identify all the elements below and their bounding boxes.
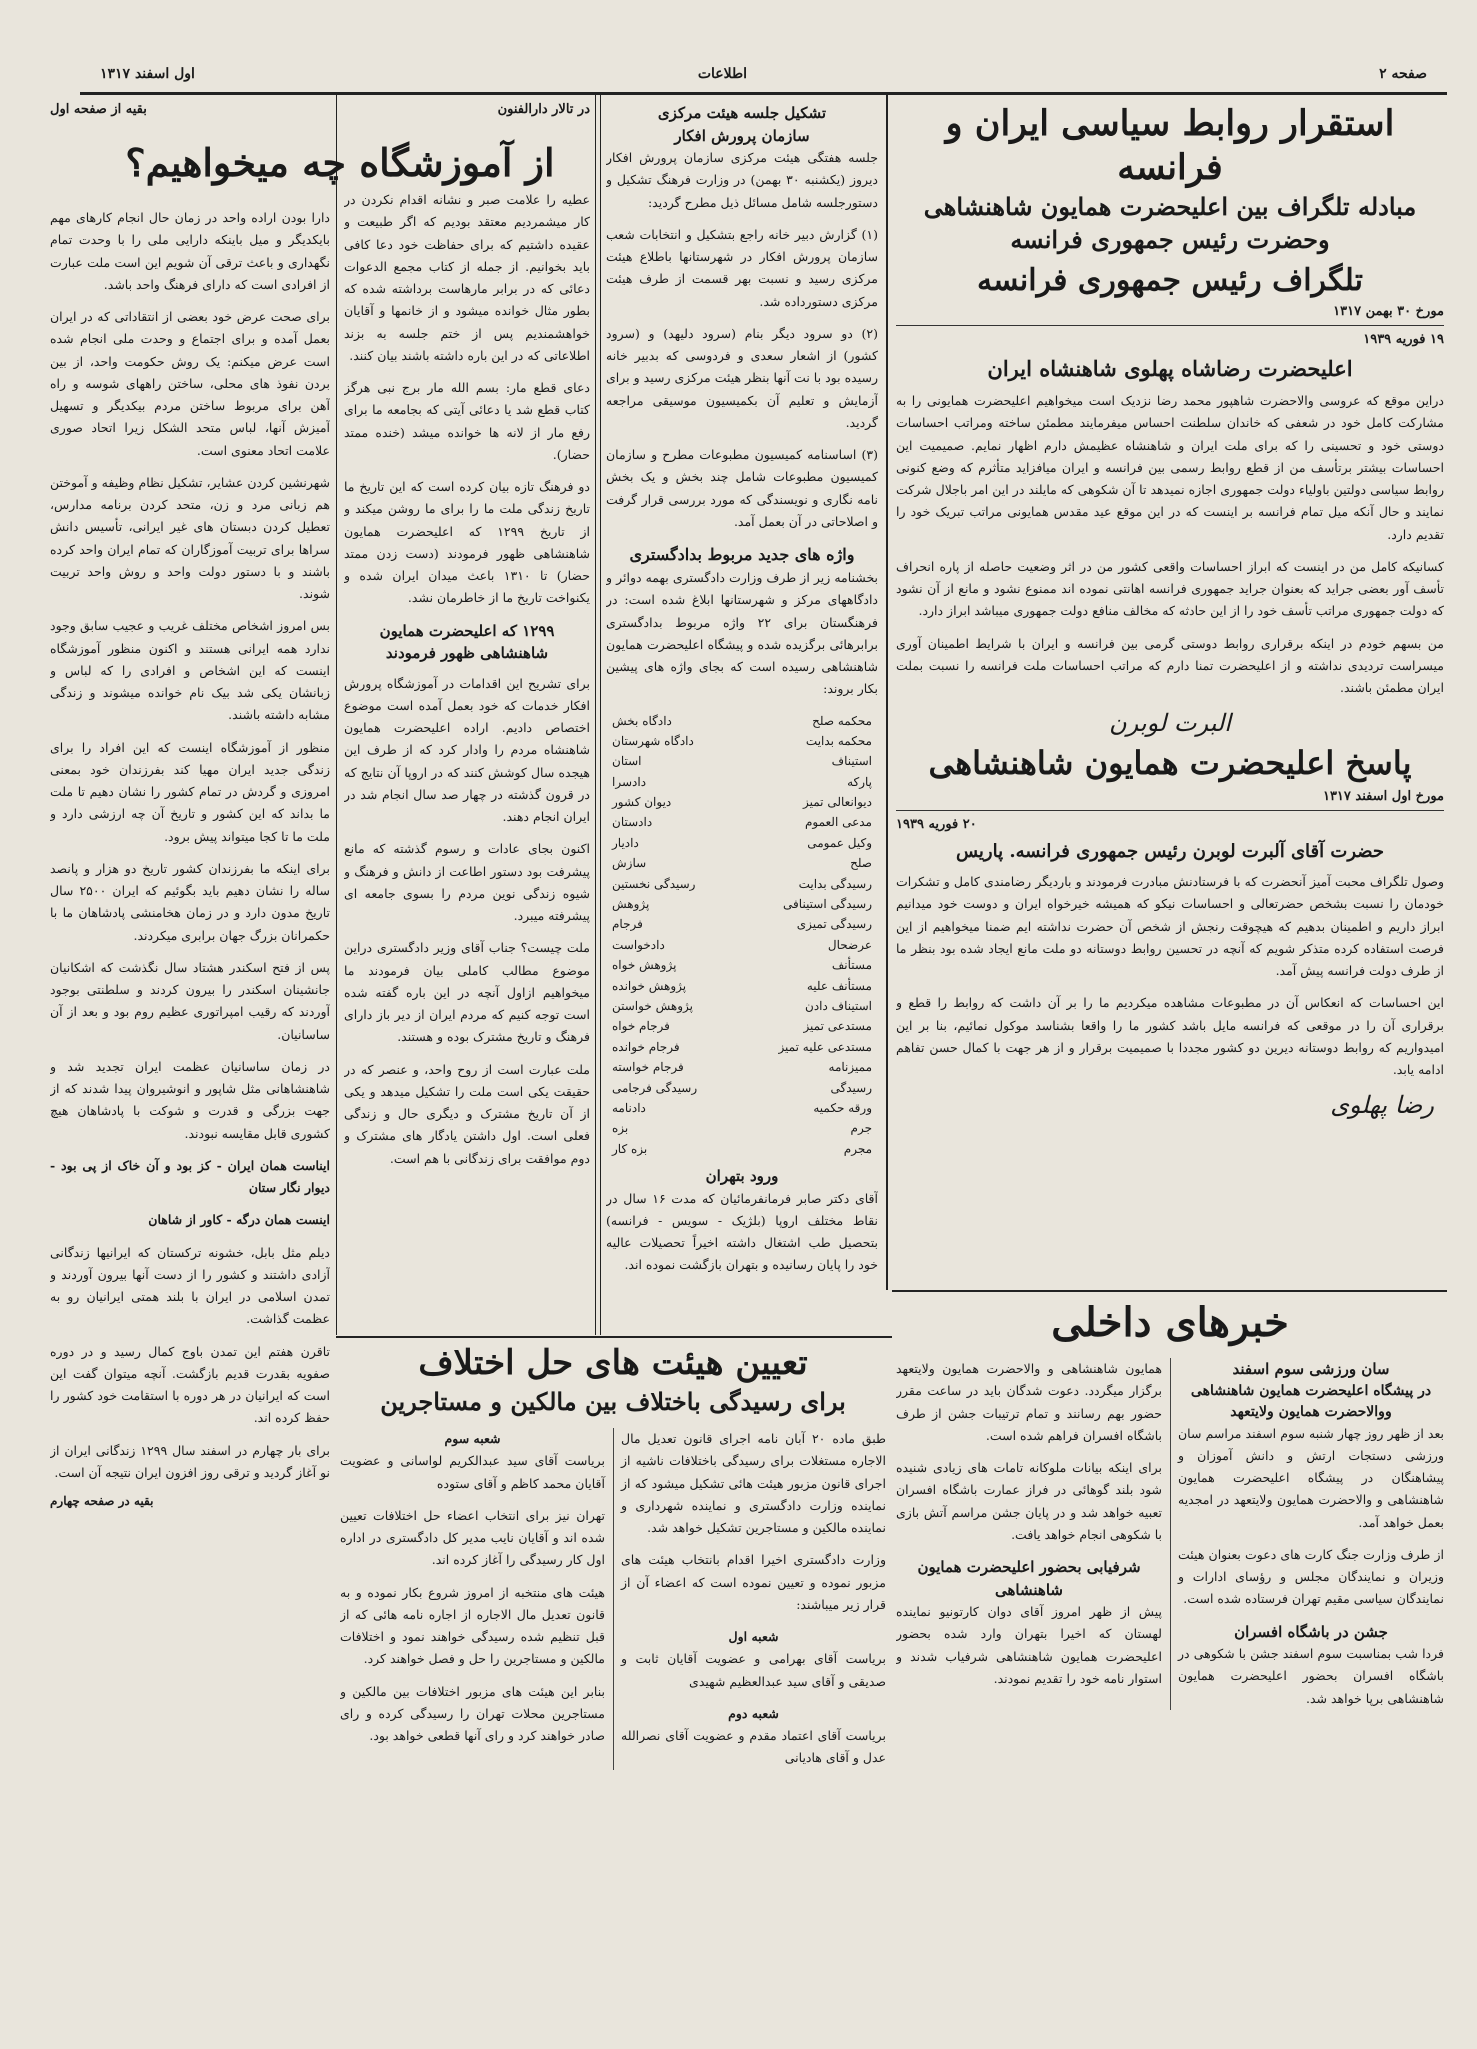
issue-date: اول اسفند ۱۳۱۷: [100, 66, 195, 82]
table-row: [606, 976, 878, 996]
poem-line: ایناست همان ایران - کز بود و آن خاک از پی بود - دیوار نگار ستان: [50, 1157, 330, 1195]
old-term: جرم: [850, 1121, 872, 1136]
paragraph: دارا بودن اراده واحد در زمان حال انجام کارهای مهم بایکدیگر و میل باینکه دارایی ملی را با وحدت تمام نگهداری و باعث ترقی آن شویم این است ملت عبارت از افرادی است که دارای فرهنگ واحد باشد.: [50, 210, 330, 292]
section-rule: [336, 1336, 892, 1338]
subheadline: سازمان پرورش افکار: [674, 126, 810, 145]
table-row: [606, 751, 878, 771]
headline: ورود بتهران: [705, 1167, 779, 1186]
old-term: وکیل عمومی: [807, 835, 872, 850]
new-term: پژوهش خوانده: [612, 978, 687, 993]
paragraph: دیلم مثل بابل، خشونه ترکستان که ایرانیها زندگانی آزادی داشتند و کشور را از دست آنها بیرون آوردند و تمدن اسلامی در ایران با بلند همتی ایرانیان رو به عظمت گذاشت.: [50, 1244, 330, 1327]
date-line: مورخ ۳۰ بهمن ۱۳۱۷: [1333, 303, 1444, 319]
continuation-note: بقیه از صفحه اول: [50, 102, 147, 117]
old-term: استیناف: [831, 754, 872, 769]
headline: تشکیل جلسه هیئت مرکزی: [657, 104, 827, 122]
paragraph: این احساسات که انعکاس آن در مطبوعات مشاهده میکردیم ما را بر آن داشت که روابط را قطع و برقراری آن را در موقعی که فرانسه مایل باشد کشور ما را واقعا بشناسد موکول نمائیم، بنا بر این امیدواریم که روابط دوستانه دیرین دو کشور مجددا با صمیمیت برقرار و از هر جهت با کمال حسن تفاهم ادامه یابد.: [896, 995, 1444, 1078]
paragraph: تاقرن هفتم این تمدن باوج کمال رسید و در دوره صفویه بقدرت قدیم بازگشت. آنچه میتوان گفت این است که ایرانیان در هر دوره با استقامت خود کشور را حفظ کرده اند.: [50, 1343, 330, 1426]
paragraph: بریاست آقای اعتماد مقدم و عضویت آقای نصرالله عدل و آقای هادیانی: [621, 1728, 886, 1766]
paragraph: وزارت دادگستری اخیرا اقدام بانتخاب هیئت های مزبور نموده و تعیین نموده است که اعضاء آن از قرار زیر میباشند:: [621, 1552, 886, 1612]
column-divider: [600, 95, 601, 1335]
old-term: محکمه صلح: [812, 713, 872, 728]
address: اعلیحضرت رضاشاه پهلوی شاهنشاه ایران: [987, 355, 1353, 381]
table-row: [606, 1016, 878, 1036]
paragraph: بریاست آقای سید عبدالکریم لواسانی و عضویت آقایان محمد کاظم و آقای ستوده: [340, 1453, 605, 1491]
subheadline: شرفیابی بحضور اعلیحضرت همایون شاهنشاهی: [917, 1558, 1141, 1599]
paragraph: دراین موقع که عروسی والاحضرت شاهپور محمد رضا نزدیک است میخواهیم اعلیحضرت همایونی را به مشارکت کامل خود در شعفی که خاندان سلطنت احساس میفرمایند مطمئن ساخته ومراتب احساسات دوستی خود و تحسینی را که برای ملت ایران و شاهنشاه عظیمش دارم اظهار نمایم. صمیمیت این احساسات بیشتر برتأسف من از قطع روابط رسمی بین فرانسه و ایران میافزاید متأثرم که وضع کنونی روابط سیاسی دولتین باولیاء دولت جمهوری اجازه نمیدهد تا آن شکوهی که مایلند در این امر باجلال شرکت نمایند و حال آنکه میل تمام فرانسه بر اینست که در این موقع عید مقدس همایونی مراتب تبریک خود را تقدیم دارد.: [896, 393, 1444, 542]
table-row: [606, 731, 878, 751]
new-term: فرجام خواسته: [612, 1060, 684, 1075]
kicker: در تالار دارالفنون: [497, 102, 590, 117]
paragraph: بریاست آقای بهرامی و عضویت آقایان ثابت و صدیقی و آقای سید عبدالعظیم شهیدی: [621, 1651, 886, 1689]
old-term: مستدعی تمیز: [803, 1019, 872, 1034]
paragraph: ملت عبارت است از روح واحد، و عنصر که در حقیقت یکی است ملت را تشکیل میدهد و یکی از آن تاریخ مشترک و دیگری حال و زندگی فعلی است. اول داشتن یادگار های مشترک و دوم موافقت برای زندگانی با هم است.: [344, 1061, 590, 1166]
table-row: [606, 894, 878, 914]
poem-line: اینست همان درگه - کاور از شاهان: [148, 1212, 330, 1228]
subheadline: سان ورزشی سوم اسفند: [1232, 1360, 1390, 1378]
vocabulary-table: [606, 711, 878, 1160]
bold-callout: ۱۲۹۹ که اعلیحضرت همایون شاهنشاهی ظهور فرمودند: [379, 621, 555, 662]
old-term: ورقه حکمیه: [813, 1100, 872, 1115]
old-term: مستأنف علیه: [806, 978, 872, 993]
new-term: پژوهش: [612, 897, 650, 912]
table-row: [606, 772, 878, 792]
page-header: [80, 66, 1447, 88]
article-continuation: [50, 102, 330, 2047]
paragraph: آقای دکتر صابر فرمانفرمائیان که مدت ۱۶ سال در نقاط مختلف اروپا (بلژیک - سویس - فرانسه) بتحصیل طب اشتغال داشته اخیراً تحصیلات عالیه خود را پایان رسانیده و بتهران بازگشت نموده اند.: [606, 1190, 878, 1273]
new-term: بزه کار: [612, 1141, 648, 1156]
table-row: [606, 874, 878, 894]
paragraph: اکنون بجای عادات و رسوم گذشته که مانع پیشرفت بود دستور اطاعت از دانش و فرهنگ و شیوه زندگی نوین مردم را بسوی جامعه ای پیشرفته میبرد.: [344, 841, 590, 923]
new-term: پژوهش خواه: [612, 958, 677, 973]
subheadline: در پیشگاه اعلیحضرت همایون شاهنشاهی ووالاحضرت همایون ولایتعهد: [1190, 1382, 1432, 1420]
table-row: [606, 792, 878, 812]
article-iran-france-relations: [896, 102, 1444, 1292]
new-term: فرجام خوانده: [612, 1039, 680, 1054]
table-row: [606, 1118, 878, 1138]
headline: پاسخ اعلیحضرت همایون شاهنشاهی: [928, 744, 1412, 783]
table-row: [606, 1037, 878, 1057]
new-term: فرجام خواه: [612, 1019, 670, 1034]
table-row: [606, 853, 878, 873]
new-term: دادگاه بخش: [612, 713, 672, 728]
paragraph: پیش از ظهر امروز آقای دوان کارتونیو نماینده لهستان که اخیرا بتهران وارد شده بحضور اعلیحضرت همایون شاهنشاهی شرفیاب شدند و استوار نامه خود را تقدیم نمودند.: [896, 1604, 1162, 1686]
signature: البرت لوبرن: [1109, 709, 1231, 738]
headline: تعیین هیئت های حل اختلاف: [418, 1343, 808, 1383]
paragraph: هیئت های منتخبه از امروز شروع بکار نموده و به قانون تعدیل مال الاجاره از اجاره نامه هائی که از قبل تنظیم شده رسیدگی خواهند نمود و اختلافات مالکین و مستاجرین را حل و فصل خواهند کرد.: [340, 1584, 605, 1667]
article-central-committee: [606, 102, 878, 1330]
column-divider: [886, 95, 888, 1290]
subheadline: تلگراف رئیس جمهوری فرانسه: [977, 262, 1363, 298]
paragraph: پس از فتح اسکندر هشتاد سال نگذشت که اشکانیان جانشینان اسکندر را بیرون کردند و سلطنتی بوجود آوردند که رقیب امپراتوری عظیم روم بود و بعد از آن ساسانیان.: [50, 959, 330, 1042]
address: حضرت آقای آلبرت لوبرن رئیس جمهوری فرانسه. پاریس: [955, 841, 1385, 863]
new-term: دادیار: [612, 835, 639, 850]
column-divider: [336, 95, 337, 1335]
paragraph: (۱) گزارش دبیر خانه راجع بتشکیل و انتخابات شعب سازمان پرورش افکار در شهرستانها باطلاع هیئت مرکزی رسید و نسبت بهر قسمت از طرف هیئت مرکزی دستورداده شد.: [606, 226, 878, 309]
date-line: ۱۹ فوریه ۱۹۳۹: [1363, 331, 1444, 347]
section-rule: [892, 1290, 1447, 1292]
new-term: دادنامه: [612, 1100, 646, 1115]
table-row: [606, 812, 878, 832]
paragraph: در زمان ساسانیان عظمت ایران تجدید شد و شاهنشاهانی مثل شاپور و انوشیروان پیدا شدند که از جهت بزرگی و قدرت و شوکت با پادشاهان هیچ کشوری قابل مقایسه نبودند.: [50, 1058, 330, 1141]
section-title: شعبه اول: [728, 1629, 779, 1645]
headline: خبرهای داخلی: [1051, 1299, 1289, 1346]
paragraph: برای اینکه ما بفرزندان کشور تاریخ دو هزار و پانصد ساله را نشان دهیم باید بگوئیم که ایران ۲۵۰۰ سال تاریخ مدون دارد و در زمان هخامنشی پادشاهان ما با حکمرانان بزرگ جهان برابری میکردند.: [50, 860, 330, 943]
new-term: دادستان: [612, 815, 653, 830]
headline: واژه های جدید مربوط بدادگستری: [629, 545, 855, 564]
old-term: مستدعی علیه تمیز: [778, 1039, 872, 1054]
new-term: دادخواست: [612, 937, 665, 952]
old-term: مجرم: [843, 1141, 872, 1156]
article-domestic-news: [896, 1298, 1444, 2043]
paragraph: برای تشریح این اقدامات در آموزشگاه پرورش افکار خدمات که خود بعمل آمده است موضوع اختصاص دادیم. اراده اعلیحضرت همایون شاهنشاه مردم را وادار کرد که از طرف این هیجده سال کوشش کنند که در اروپا آن نتایج که در قرون گذشته در چهار صد سال انجام شد در ایران انجام دهند.: [344, 675, 590, 824]
old-term: استیناف دادن: [805, 998, 872, 1013]
table-row: [606, 1098, 878, 1118]
date-line: ۲۰ فوریه ۱۹۳۹: [896, 817, 977, 833]
paragraph: از طرف وزارت جنگ کارت های دعوت بعنوان هیئت وزیران و نمایندگان مجلس و رؤسای ادارات و نمایندگان سیاسی مقیم تهران فرستاده شده است.: [1178, 1546, 1444, 1607]
date-line: مورخ اول اسفند ۱۳۱۷: [1322, 789, 1444, 805]
paragraph: شهرنشین کردن عشایر، تشکیل نظام وظیفه و آموختن هم زبانی مرد و زن، متحد کردن برنامه مدارس، تعطیل کردن دبستان های غیر ایرانی، تأسیس دانش سراها برای تربیت آموزگاران که تمام ایران واحد کرده باشند و با دستور دولت واحد و روش واحد تربیت شوند.: [50, 474, 330, 601]
continuation-note: بقیه در صفحه چهارم: [50, 1494, 154, 1508]
old-term: ممیزنامه: [828, 1060, 872, 1075]
paper-name: اطلاعات: [697, 66, 747, 82]
paragraph: من بسهم خودم در اینکه برقراری روابط دوستی گرمی بین فرانسه و ایران با شرایط اطمینان آوری میسراست تردیدی نداشته و از اعلیحضرت تمنا دارم که مراتب احساسات ملت فرانسه را نسبت بملت ایران مطمئن باشند.: [896, 635, 1444, 696]
old-term: رسیدگی: [830, 1080, 872, 1095]
new-term: پژوهش خواستن: [612, 998, 693, 1013]
old-term: عرضحال: [827, 937, 872, 952]
paragraph: فردا شب بمناسبت سوم اسفند جشن با شکوهی در باشگاه افسران بحضور اعلیحضرت همایون شاهنشاهی برپا خواهد شد.: [1178, 1646, 1444, 1706]
old-term: دیوانعالی تمیز: [803, 795, 872, 810]
paragraph: برای بار چهارم در اسفند سال ۱۲۹۹ زندگانی ایران از نو آغاز گردید و ترقی روز افزون ایران نتیجه آن است.: [50, 1442, 330, 1480]
paragraph: بخشنامه زیر از طرف وزارت دادگستری بهمه دوائر و دادگاههای مرکز و شهرستانها ابلاغ شده است: در فرهنگستان برای ۲۲ واژه مربوط بدادگستری برابرهائی برگزیده شده و پیشگاه اعلیحضرت همایون شاهنشاهی رسیده است که بجای واژه های پیشین بکار بروند:: [606, 570, 878, 697]
page-number: صفحه ۲: [1379, 66, 1427, 82]
paragraph: عطیه را علامت صبر و نشانه اقدام نکردن در کار میشمردیم معتقد بودیم که اگر طبیعت و عقیده داشتیم که برای حفاظت خود دعا کافی باید بخوانیم. از جمله از کتاب مجمع الدعوات دعائی که در برابر مارهاست برداشته شده که بطور مثال خوانده میشود و از خانمها و آقایان خواهشمندیم پس از ختم جلسه به بزند اطلاعاتی که در این باره داشته باشند بیان کنند.: [344, 192, 590, 363]
table-row: [606, 996, 878, 1016]
old-term: پارکه: [847, 774, 872, 789]
old-term: مستأنف: [831, 958, 872, 973]
old-term: رسیدگی بدایت: [798, 876, 872, 891]
headline-what-do-we-want: از آموزشگاه چه میخواهیم؟: [125, 140, 555, 185]
old-term: رسیدگی تمیزی: [796, 917, 872, 932]
new-term: دادگاه شهرستان: [612, 733, 694, 748]
table-row: [606, 711, 878, 731]
table-row: [606, 1057, 878, 1077]
column-divider: [595, 95, 596, 1335]
new-term: دیوان کشور: [612, 795, 672, 810]
paragraph: منظور از آموزشگاه اینست که این افراد را برای زندگی جدید ایران مهیا کند بفرزندان خود بمعنی امروزی و گردش در تمام کشور را نشان دهیم تا ملت ما بداند که این کشور و تاریخ آن چه ارزشی دارد و ملت ما تا کجا میتواند پیش برود.: [50, 739, 330, 844]
table-row: [606, 935, 878, 955]
section-title: شعبه سوم: [444, 1431, 501, 1447]
new-term: استان: [612, 754, 642, 769]
new-term: رسیدگی فرجامی: [612, 1080, 698, 1095]
table-row: [606, 1078, 878, 1098]
signature: رضا پهلوی: [1330, 1091, 1434, 1120]
paragraph: برای اینکه بیانات ملوکانه تامات های زیادی شنیده شود بلند گوهائی در فراز عمارت باشگاه افسران تعبیه خواهد شد و در پایان جشن مراسم آتش بازی با شکوهی انجام خواهد یافت.: [896, 1460, 1162, 1542]
header-rule: [80, 92, 1447, 95]
table-row: [606, 955, 878, 975]
subheadline: وحضرت رئیس جمهوری فرانسه: [1010, 225, 1330, 255]
old-term: مدعی العموم: [804, 815, 872, 830]
section-title: شعبه دوم: [728, 1705, 779, 1721]
subheadline: مبادله تلگراف بین اعلیحضرت همایون شاهنشاهی: [923, 191, 1417, 221]
new-term: بزه: [612, 1121, 629, 1136]
article-lecture: [344, 102, 590, 1330]
new-term: فرجام: [612, 917, 643, 932]
paragraph: برای صحت عرض خود بعضی از انتقاداتی که در ایران بعمل آمده و برای اجتماع و وحدت ملی انجام شده است عرض میکنم: یک روش حکومت واحد، از بین بردن نفوذ های محلی، ساختن راههای شوسه و راه آهن برای مربوط ساختن مردم بیکدیگر و تسهیل آمیزش آنها، لباس متحد الشکل زیرا اتحاد صوری علامت اتحاد معنوی است.: [50, 309, 330, 458]
paragraph: همایون شاهنشاهی و والاحضرت همایون ولایتعهد برگزار میگردد. دعوت شدگان باید در ساعت مقرر حضور بهم رسانند و تمام ترتیبات جشن از طرف باشگاه افسران فراهم شده است.: [896, 1361, 1162, 1443]
paragraph: دعای قطع مار: بسم الله مار برج نبی هرگز کتاب قطع شد یا دعائی آیتی که بجامعه ما برای رفع مار از لانه ها خوانده میشد (خنده ممتد حضار).: [344, 380, 590, 462]
paragraph: وصول تلگراف محبت آمیز آنحضرت که با فرستادنش مبادرت فرمودند و باردیگر رضامندی کامل و تشکرات خودمان را نسبت بشخص حضرتعالی و احساسات نیکو که همیشه خیرخواه ایران و دوست خود میدانیم ابراز داریم و اطمینان بدهیم که هیچوقت رنجش از شخص آن حضرت نداشته ایم ضمنا میخواهیم از این فرصت استفاده کرده متذکر شویم که آنچه در تحسین روابط دوستانه دو ملت مانع ایجاد شده بود بنظر ما از طرف دولت فرانسه پیش آمد.: [896, 874, 1444, 979]
table-row: [606, 914, 878, 934]
old-term: رسیدگی استینافی: [783, 897, 872, 912]
paragraph: کسانیکه کامل من در اینست که ابراز احساسات واقعی کشور من در اثر وضعیت حاصله از پاره انحراف تأسف آور بعضی جراید که بعنوان جراید جمهوری فرانسه اهانتی نموده اند ممنوع نشود و مانع از آن نشود که دولت جمهوری مراتب تأسف خود را از این حادثه که مخالف منافع دولت جمهوری میباشد ابراز دارد.: [896, 558, 1444, 619]
paragraph: جلسه هفتگی هیئت مرکزی سازمان پرورش افکار دیروز (یکشنبه ۳۰ بهمن) در وزارت فرهنگ تشکیل و دستورجلسه شامل مسائل ذیل مطرح گردید:: [606, 150, 878, 210]
old-term: صلح: [850, 856, 872, 871]
paragraph: (۳) اساسنامه کمیسیون مطبوعات مطرح و سازمان کمیسیون مطبوعات شامل چند بخش و یک بخش نامه نگاری و نویسندگی که مورد بررسی قرار گرفت و اصلاحاتی در آن بعمل آمد.: [606, 447, 878, 529]
subheadline: جشن در باشگاه افسران: [1234, 1622, 1388, 1641]
article-dispute-committees: [340, 1342, 886, 2042]
paragraph: دو فرهنگ تازه بیان کرده است که این تاریخ ما تاریخ زندگی ملت ما را برای ما روشن میکند و از تاریخ ۱۲۹۹ که اعلیحضرت همایون شاهنشاهی ظهور فرمودند (دست زدن ممتد حضار) تا ۱۳۱۰ باعث میدان ایران شده و یکنواخت تاریخ ما از خاطرمان نشد.: [344, 479, 590, 606]
paragraph: (۲) دو سرود دیگر بنام (سرود دلیهد) و (سرود کشور) از اشعار سعدی و فردوسی که بدبیر خانه رسیده بود با نت آنها بنظر هیئت مرکزی رسید و برای آزمایش و تعلیم آن بکمیسیون موسیقی مراجعه گردید.: [606, 325, 878, 430]
table-row: [606, 833, 878, 853]
new-term: دادسرا: [612, 774, 647, 789]
paragraph: بعد از ظهر روز چهار شنبه سوم اسفند مراسم سان ورزشی دستجات ارتش و دانش آموزان و پیشاهنگان در پیشگاه اعلیحضرت همایون شاهنشاهی و والاحضرت همایون ولایتعهد در امجدیه بعمل خواهد آمد.: [1178, 1425, 1444, 1530]
new-term: رسیدگی نخستین: [612, 876, 696, 891]
subheadline: برای رسیدگی باختلاف بین مالکین و مستاجرین: [380, 1386, 846, 1416]
table-row: [606, 1139, 878, 1159]
paragraph: بس امروز اشخاص مختلف غریب و عجیب سابق وجود ندارد همه ایرانی هستند و اکنون منظور آموزشگاه اینست که این اشخاص و افرادی را که لباس و زبانشان یکی شد بیک نام خوانده میشوند و زندگی مشابه داشته باشند.: [50, 618, 330, 723]
paragraph: طبق ماده ۲۰ آبان نامه اجرای قانون تعدیل مال الاجاره مستغلات برای رسیدگی باختلافات ناشیه از اجرای قانون مزبور هیئت هائی تشکیل میشود که از نماینده وزارت دادگستری و نماینده شهرداری و نماینده مالکین و مستاجرین تشکیل خواهد شد.: [621, 1431, 886, 1536]
headline: استقرار روابط سیاسی ایران و فرانسه: [945, 103, 1395, 188]
old-term: محکمه بدایت: [805, 733, 872, 748]
paragraph: ملت چیست؟ جناب آقای وزیر دادگستری دراین موضوع مطالب کاملی بیان فرمودند ما میخواهیم ازاول آنچه در این باره گفته شده است توجه کنیم که مردم ایران از دیر باز دارای فرهنگ و تاریخ مشترک بوده و هستند.: [344, 940, 590, 1045]
paragraph: تهران نیز برای انتخاب اعضاء حل اختلافات تعیین شده اند و آقایان نایب مدیر کل دادگستری در اداره اول کار رسیدگی را آغاز کرده اند.: [340, 1507, 605, 1568]
new-term: سازش: [612, 856, 647, 871]
paragraph: بنابر این هیئت های مزبور اختلافات بین مالکین و مستاجرین محلات تهران را رسیدگی کرده و رای صادر خواهند کرد و رای آنها قطعی خواهد بود.: [340, 1683, 605, 1744]
